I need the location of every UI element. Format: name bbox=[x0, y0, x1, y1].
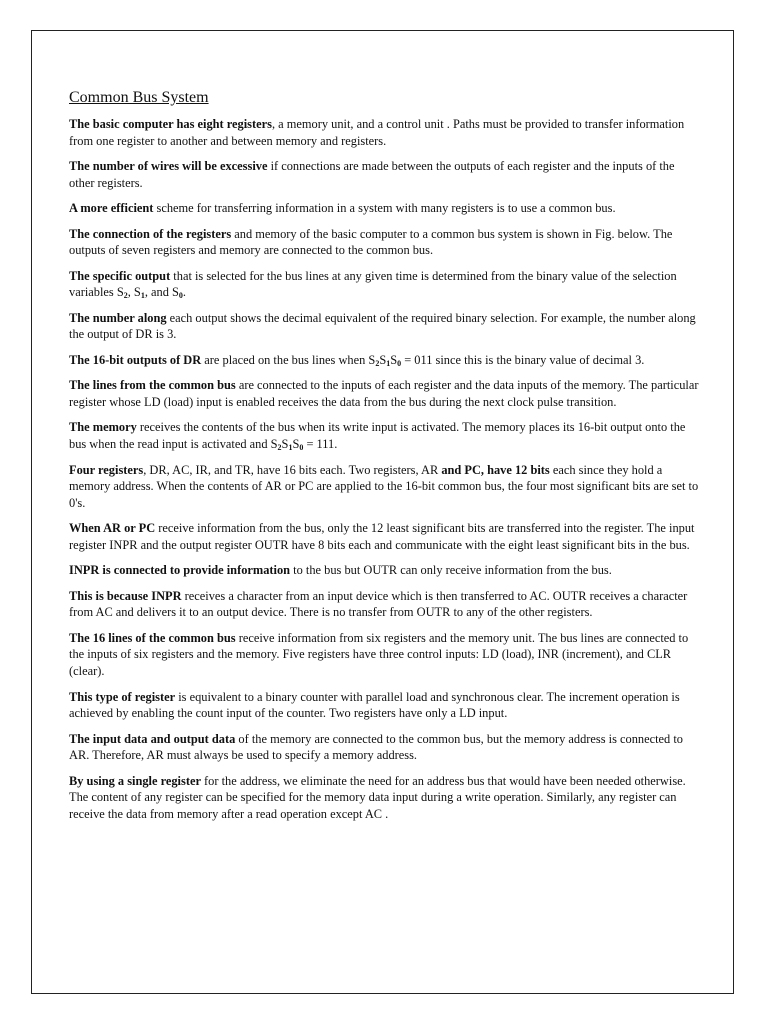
paragraph-text: is equivalent to a binary counter with parallel load and synchronous clear. The increment operation is achieved by enabling the count input of the counter. Two registers have only a LD input. bbox=[69, 689, 680, 721]
paragraph-lead: By using a single register bbox=[69, 773, 201, 788]
paragraph bbox=[69, 158, 701, 191]
paragraph-text: scheme for transferring information in a system with many registers is to use a common bus. bbox=[153, 201, 616, 216]
paragraph-lead: The connection of the registers bbox=[69, 226, 232, 241]
paragraph-text: = 111. bbox=[303, 437, 338, 452]
paragraph-text: receive information from six registers and the memory unit. The bus lines are connected to the inputs of six registers and the memory. Five registers have three control inputs: LD (load), INR (increment), and CLR (clear). bbox=[69, 630, 689, 679]
paragraph-text: that is selected for the bus lines at any given time is determined from the binary value of the selection variables S bbox=[69, 268, 677, 300]
paragraph-text: . bbox=[182, 285, 186, 300]
paragraph-lead: The memory bbox=[69, 420, 137, 435]
subscript: 0 bbox=[397, 358, 402, 368]
paragraph-lead: This type of register bbox=[69, 689, 176, 704]
paragraph-lead: When AR or PC bbox=[69, 521, 156, 536]
paragraph bbox=[69, 200, 701, 217]
paragraph-text: receive information from the bus, only the 12 least significant bits are transferred into the register. The input register INPR and the output register OUTR have 8 bits each and communicate with the eight least significant bits in the bus. bbox=[69, 521, 695, 552]
paragraph-lead: and PC, have 12 bits bbox=[441, 462, 550, 477]
subscript: 0 bbox=[178, 291, 183, 301]
paragraph-text: each output shows the decimal equivalent of the required binary selection. For example, the number along the output of DR is 3. bbox=[69, 310, 696, 342]
paragraph bbox=[69, 310, 701, 343]
paragraph-lead: The basic computer has eight registers bbox=[69, 117, 272, 131]
paragraph-lead: The 16 lines of the common bus bbox=[69, 630, 236, 645]
paragraph-text: to the bus but OUTR can only receive information from the bus. bbox=[290, 563, 612, 578]
paragraph-text: if connections are made between the outputs of each register and the inputs of the other registers. bbox=[69, 159, 675, 190]
paragraph-text: S bbox=[292, 437, 300, 452]
paragraph bbox=[69, 773, 701, 823]
paragraph-text: and memory of the basic computer to a common bus system is shown in Fig. below. The outputs of seven registers and memory are connected to the common bus. bbox=[69, 226, 673, 258]
paragraph-lead: The 16-bit outputs of DR bbox=[69, 352, 202, 367]
page-title: Common Bus System bbox=[69, 89, 209, 106]
paragraph-text: = 011 since this is the binary value of decimal 3. bbox=[401, 352, 645, 367]
subscript: 2 bbox=[375, 358, 380, 368]
paragraph bbox=[69, 352, 701, 369]
paragraph bbox=[69, 377, 701, 410]
subscript: 1 bbox=[140, 291, 145, 301]
paragraph-text: , DR, AC, IR, and TR, have 16 bits each. Two registers, AR bbox=[143, 462, 442, 477]
paragraph bbox=[69, 419, 701, 452]
paragraph-text: each since they hold a memory address. When the contents of AR or PC are applied to the 16-bit common bus, the four most significant bits are set to 0's. bbox=[69, 462, 699, 510]
paragraph-text: , and S bbox=[144, 285, 179, 300]
paragraph-text: S bbox=[390, 352, 398, 367]
paragraph bbox=[69, 226, 701, 259]
paragraph-lead: The number of wires will be excessive bbox=[69, 159, 268, 174]
paragraph-lead: The input data and output data bbox=[69, 731, 236, 746]
paragraph bbox=[69, 588, 701, 621]
paragraph-text: , a memory unit, and a control unit . Paths must be provided to transfer information from one register to another and between memory and registers. bbox=[69, 117, 685, 148]
paragraph bbox=[69, 268, 701, 301]
document-body bbox=[69, 88, 701, 831]
paragraph bbox=[69, 630, 701, 680]
paragraph-text: receives the contents of the bus when its write input is activated. The memory places its 16-bit output onto the bus when the read input is activated and S bbox=[69, 420, 686, 452]
paragraph-lead: The number along bbox=[69, 310, 167, 325]
paragraph-lead: INPR is connected to provide information bbox=[69, 563, 291, 578]
paragraph bbox=[69, 520, 701, 553]
paragraph-lead: The specific output bbox=[69, 268, 171, 283]
paragraph-text: S bbox=[379, 352, 387, 367]
paragraph-text: of the memory are connected to the common bus, but the memory address is connected to AR. Therefore, AR must always be used to specify a memory address. bbox=[69, 731, 683, 763]
subscript: 1 bbox=[386, 358, 391, 368]
paragraph-text: receives a character from an input device which is then transferred to AC. OUTR receives a character from AC and delivers it to an output device. There is no transfer from OUTR to any of the other registers. bbox=[69, 588, 688, 620]
subscript: 2 bbox=[123, 291, 128, 301]
paragraph bbox=[69, 562, 701, 579]
paragraph-lead: This is because INPR bbox=[69, 588, 182, 603]
paragraph-lead: A more efficient bbox=[69, 201, 154, 216]
paragraph-text: S bbox=[281, 437, 289, 452]
paragraph bbox=[69, 731, 701, 764]
paragraph-text: for the address, we eliminate the need for an address bus that would have been needed otherwise. The content of any register can be specified for the memory data input during a write operation. Similarly, any register can receive the data from memory after a read operation except AC . bbox=[69, 773, 686, 821]
subscript: 1 bbox=[288, 443, 293, 453]
subscript: 2 bbox=[277, 443, 282, 453]
paragraph-text: , S bbox=[127, 285, 141, 300]
subscript: 0 bbox=[299, 443, 304, 453]
paragraph bbox=[69, 462, 701, 512]
paragraph-text: are connected to the inputs of each register and the data inputs of the memory. The particular register whose LD (load) input is enabled receives the data from the bus during the next clock pulse transition. bbox=[69, 378, 699, 409]
paragraph-text: are placed on the bus lines when S bbox=[201, 352, 376, 367]
paragraph bbox=[69, 689, 701, 722]
paragraph-lead: Four registers bbox=[69, 462, 144, 477]
paragraph-lead: The lines from the common bus bbox=[69, 378, 236, 393]
paragraph bbox=[69, 116, 701, 149]
